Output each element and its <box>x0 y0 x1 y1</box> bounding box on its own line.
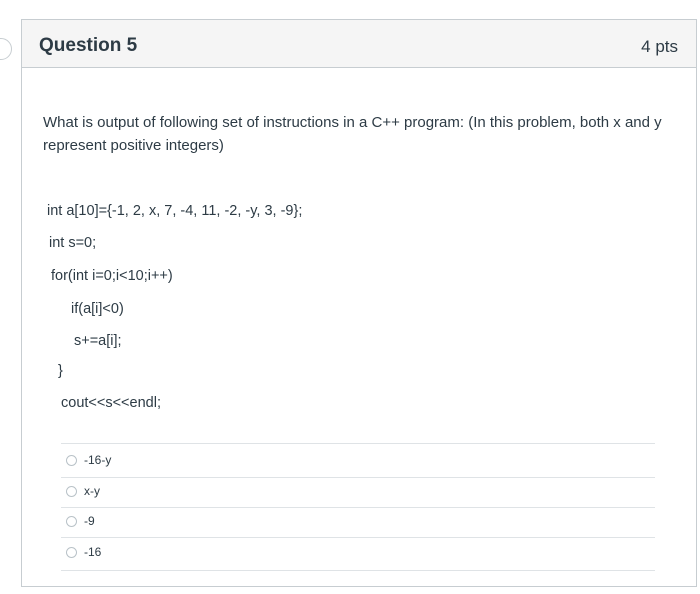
answer-option-1[interactable] <box>66 450 111 470</box>
radio-button[interactable] <box>66 455 77 466</box>
answer-option-2[interactable] <box>66 481 100 501</box>
question-prompt: What is output of following set of instructions in a C++ program: (In this problem, both x and y represent positive integers) <box>43 114 662 154</box>
answer-option-4[interactable] <box>66 542 101 562</box>
answer-label: -16 <box>84 545 102 559</box>
previous-question-indicator <box>0 38 12 60</box>
answer-divider <box>61 570 655 571</box>
radio-button[interactable] <box>66 547 77 558</box>
answer-divider <box>61 537 655 538</box>
code-line-array: int a[10]={-1, 2, x, 7, -4, 11, -2, -y, 3, -9}; <box>47 203 303 219</box>
answer-divider <box>61 477 655 478</box>
radio-button[interactable] <box>66 516 77 527</box>
question-card <box>21 19 697 587</box>
question-points: 4 pts <box>641 37 678 56</box>
code-line-for-loop: for(int i=0;i<10;i++) <box>51 268 173 284</box>
answer-divider <box>61 507 655 508</box>
answer-option-3[interactable] <box>66 511 95 531</box>
code-line-sum-init: int s=0; <box>49 235 97 251</box>
code-line-closing-brace: } <box>58 363 63 379</box>
answer-label: -9 <box>84 514 95 528</box>
question-title: Question 5 <box>39 35 138 56</box>
answer-label: x-y <box>84 484 100 498</box>
answer-divider <box>61 443 655 444</box>
question-header <box>22 20 696 68</box>
code-line-accumulate: s+=a[i]; <box>74 333 122 349</box>
code-line-output: cout<<s<<endl; <box>61 395 161 411</box>
radio-button[interactable] <box>66 486 77 497</box>
answer-label: -16-y <box>84 453 112 467</box>
code-line-if: if(a[i]<0) <box>71 301 124 317</box>
